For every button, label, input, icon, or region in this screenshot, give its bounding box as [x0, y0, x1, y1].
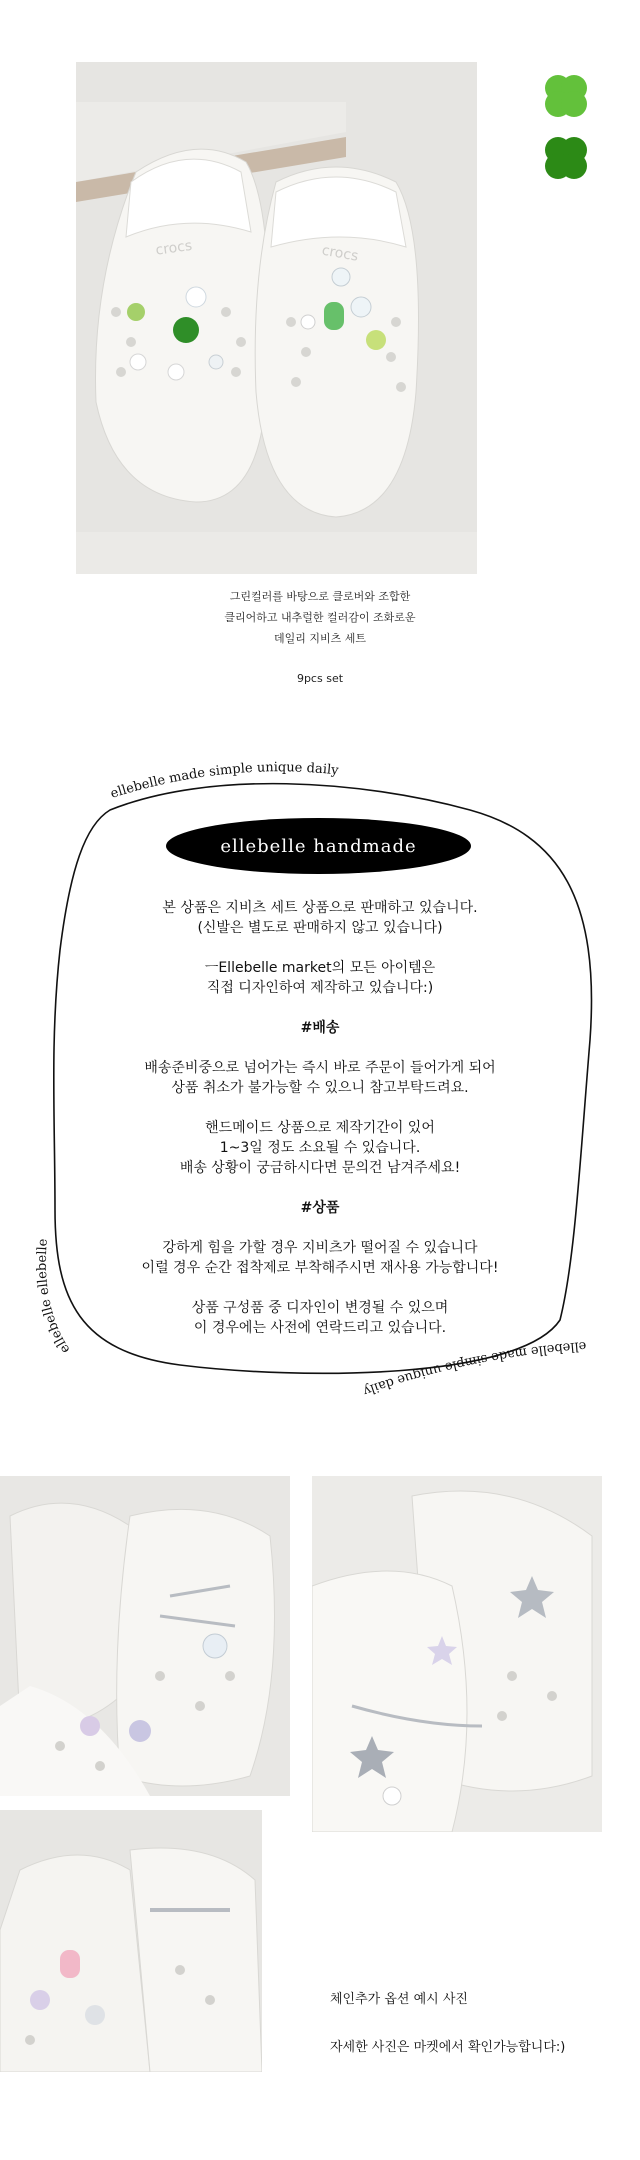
market-note: 자세한 사진은 마켓에서 확인가능합니다:)	[330, 2040, 566, 2055]
info-text	[120, 898, 520, 1338]
product-line: 이럴 경우 순간 접착제로 부착해주시면 재사용 가능합니다!	[141, 1260, 499, 1276]
hero-photo	[76, 62, 477, 574]
shipping-heading: #배송	[300, 1020, 340, 1036]
croc-logo-left: crocs	[154, 237, 194, 259]
shipping-line: 상품 취소가 불가능할 수 있으니 참고부탁드려요.	[171, 1080, 469, 1096]
shipping-line: 핸드메이드 상품으로 제작기간이 있어	[205, 1120, 435, 1136]
caption-line: 데일리 지비츠 세트	[273, 632, 366, 645]
option-note: 체인추가 옵션 예시 사진	[330, 1992, 468, 2007]
top-curved-text: ellebelle made simple unique daily	[108, 760, 340, 802]
svg-text:ellebelle made simple unique d	[109, 760, 340, 802]
caption-line: 그린컬러를 바탕으로 클로버와 조합한	[229, 590, 411, 603]
market-line: 직접 디자인하여 제작하고 있습니다:)	[206, 980, 434, 996]
shipping-line: 1~3일 정도 소요될 수 있습니다.	[219, 1140, 421, 1156]
photo-pink-set	[0, 1810, 262, 2072]
shipping-line: 배송준비중으로 넘어가는 즉시 바로 주문이 들어가게 되어	[144, 1060, 496, 1076]
left-curved-text: ellebelle ellebelle	[34, 1238, 74, 1356]
handmade-badge	[166, 818, 471, 874]
caption-line: 클리어하고 내추럴한 컬러감이 조화로운	[224, 611, 416, 624]
hero-caption	[0, 586, 640, 649]
svg-text:ellebelle made simple unique d	[360, 1338, 586, 1399]
market-line: ㅡEllebelle market의 모든 아이템은	[204, 960, 436, 976]
product-heading: #상품	[300, 1200, 340, 1216]
photo-star-set	[312, 1476, 602, 1832]
intro-line: 본 상품은 지비츠 세트 상품으로 판매하고 있습니다.	[162, 900, 478, 916]
bottom-curved-text: ellebelle made simple unique daily	[361, 1338, 587, 1399]
badge-label: ellebelle handmade	[220, 835, 417, 857]
set-label: 9pcs set	[296, 672, 344, 685]
svg-text:ellebelle ellebelle	[35, 1238, 73, 1356]
shipping-line: 배송 상황이 궁금하시다면 문의건 남겨주세요!	[179, 1160, 461, 1176]
intro-line: (신발은 별도로 판매하지 않고 있습니다)	[197, 920, 443, 936]
product-line: 강하게 힘을 가할 경우 지비츠가 떨어질 수 있습니다	[162, 1240, 478, 1256]
photo-pearl-set	[0, 1476, 290, 1796]
clover-dark-icon	[538, 130, 594, 186]
product-line: 상품 구성품 중 디자인이 변경될 수 있으며	[191, 1300, 449, 1316]
clover-light-icon	[538, 68, 594, 124]
product-line: 이 경우에는 사전에 연락드리고 있습니다.	[193, 1320, 447, 1336]
croc-logo-right: crocs	[320, 242, 360, 265]
